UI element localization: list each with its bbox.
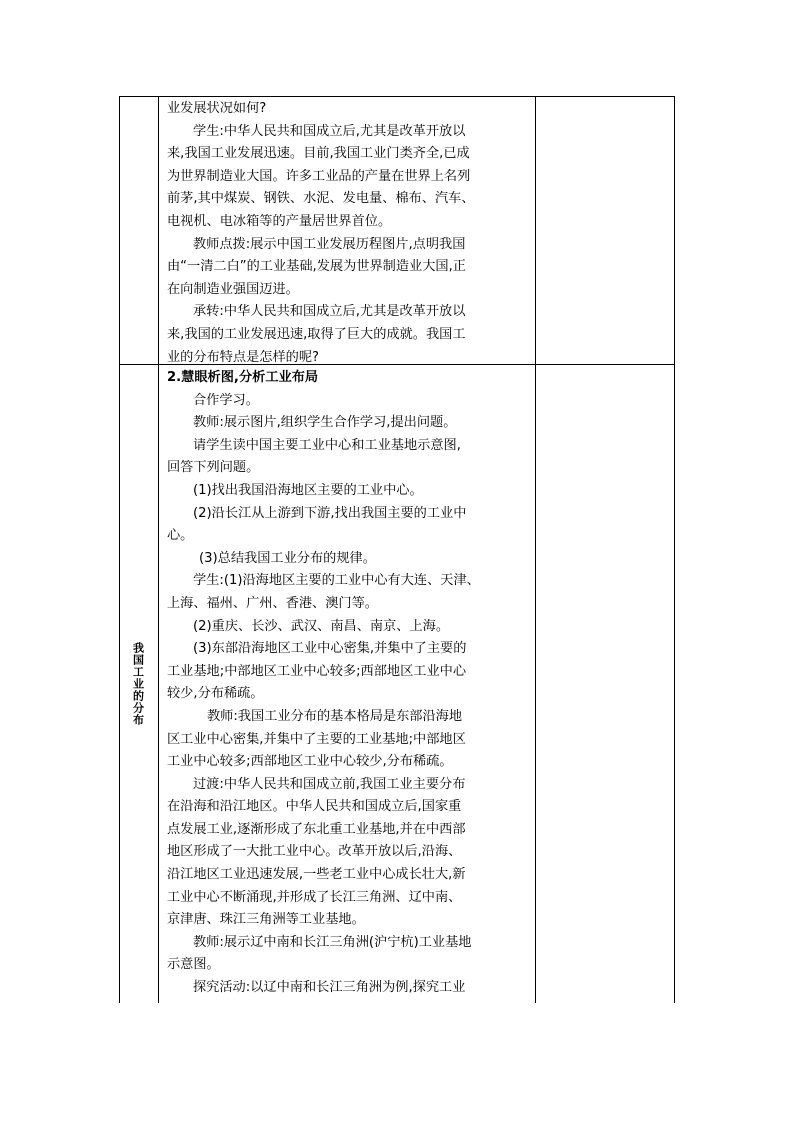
paragraph-line: 由“一清二白”的工业基础,发展为世界制造业大国,正 (167, 259, 466, 275)
table-border-right (674, 96, 675, 1003)
lesson-table (119, 96, 675, 1003)
paragraph-line: 在沿海和沿江地区。中华人民共和国成立后,国家重 (167, 799, 462, 815)
section-label-cell (119, 364, 157, 1003)
paragraph-line: (2)重庆、长沙、武汉、南昌、南京、上海。 (193, 618, 450, 634)
paragraph-line: 请学生读中国主要工业中心和工业基地示意图, (193, 437, 461, 453)
row2-content-cell (161, 365, 535, 1003)
paragraph-line: 过渡:中华人民共和国成立前,我国工业主要分布 (193, 776, 466, 792)
column-divider-1 (158, 96, 159, 1003)
paragraph-line: 来,我国的工业发展迅速,取得了巨大的成就。我国工 (167, 326, 466, 342)
paragraph-line: 学生:(1)沿海地区主要的工业中心有大连、天津、 (193, 573, 480, 589)
paragraph-line: 示意图。 (167, 957, 220, 973)
paragraph-line: 承转:中华人民共和国成立后,尤其是改革开放以 (193, 304, 466, 320)
paragraph-line: 业发展状况如何? (167, 101, 267, 116)
paragraph-line: 探究活动:以辽中南和长江三角洲为例,探究工业 (193, 980, 466, 996)
paragraph-line: 区工业中心密集,并集中了主要的工业基地;中部地区 (167, 731, 466, 747)
paragraph-line: 上海、福州、广州、香港、澳门等。 (167, 595, 378, 611)
paragraph-line: 合作学习。 (193, 392, 259, 408)
paragraph-line: 来,我国工业发展迅速。目前,我国工业门类齐全,已成 (167, 146, 470, 162)
paragraph-line: (3)总结我国工业分布的规律。 (199, 550, 376, 566)
paragraph-line: 点发展工业,逐渐形成了东北重工业基地,并在中西部 (167, 821, 466, 837)
paragraph-line: 较少,分布稀疏。 (167, 686, 264, 702)
paragraph-line: 学生:中华人民共和国成立后,尤其是改革开放以 (193, 123, 466, 139)
paragraph-line: 教师:展示图片,组织学生合作学习,提出问题。 (193, 415, 457, 431)
paragraph-line: 心。 (167, 528, 194, 544)
paragraph-line: (2)沿长江从上游到下游,找出我国主要的工业中 (193, 505, 467, 521)
paragraph-line: 沿江地区工业迅速发展,一些老工业中心成长壮大,新 (167, 867, 466, 883)
paragraph-line: 为世界制造业大国。许多工业品的产量在世界上名列 (167, 168, 471, 184)
paragraph-line: 在向制造业强国迈进。 (167, 281, 299, 297)
paragraph-line: 业的分布特点是怎样的呢? (167, 349, 320, 364)
paragraph-line: 教师:我国工业分布的基本格局是东部沿海地 (207, 708, 463, 724)
paragraph-line: 教师点拨:展示中国工业发展历程图片,点明我国 (193, 236, 466, 252)
paragraph-line: 教师:展示辽中南和长江三角洲(沪宁杭)工业基地 (193, 934, 472, 950)
paragraph-line: 前茅,其中煤炭、钢铁、水泥、发电量、棉布、汽车、 (167, 191, 475, 207)
section-heading: 2.慧眼析图,分析工业布局 (167, 370, 319, 385)
section-label: 我国工业的分布 (131, 641, 145, 726)
paragraph-line: 工业基地;中部地区工业中心较多;西部地区工业中心 (167, 663, 467, 679)
paragraph-line: 地区形成了一大批工业中心。改革开放以后,沿海、 (167, 844, 462, 860)
paragraph-line: (1)找出我国沿海地区主要的工业中心。 (193, 482, 423, 498)
paragraph-line: (3)东部沿海地区工业中心密集,并集中了主要的 (193, 641, 467, 657)
paragraph-line: 电视机、电冰箱等的产量居世界首位。 (167, 213, 392, 229)
paragraph-line: 回答下列问题。 (167, 460, 260, 476)
column-divider-2 (535, 96, 536, 1003)
paragraph-line: 工业中心较多;西部地区工业中心较少,分布稀疏。 (167, 754, 453, 770)
paragraph-line: 京津唐、珠江三角洲等工业基地。 (167, 912, 365, 928)
paragraph-line: 工业中心不断涌现,并形成了长江三角洲、辽中南、 (167, 889, 462, 905)
row1-content-cell (161, 96, 535, 364)
